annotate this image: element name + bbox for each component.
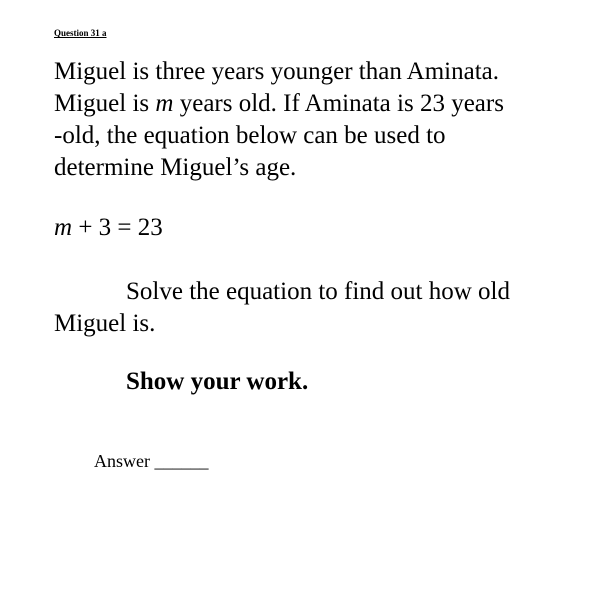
answer-line bbox=[94, 450, 209, 472]
instruction-line-1: Solve the equation to find out how old bbox=[126, 278, 510, 305]
problem-line-2 bbox=[54, 88, 554, 120]
problem-line-2-start: Miguel is bbox=[54, 90, 156, 117]
problem-line-4: determine Miguel’s age. bbox=[54, 154, 297, 181]
show-work-label: Show your work. bbox=[126, 368, 309, 395]
equation-variable: m bbox=[54, 214, 73, 241]
problem-line-2-end: years old. If Aminata is 23 years bbox=[173, 90, 504, 117]
variable-m: m bbox=[155, 90, 174, 117]
instruction-line-2: Miguel is. bbox=[54, 310, 156, 337]
equation bbox=[54, 212, 163, 244]
answer-label: Answer bbox=[94, 451, 150, 471]
problem-line-1: Miguel is three years younger than Aminata. bbox=[54, 58, 500, 85]
equation-rest: + 3 = 23 bbox=[72, 214, 163, 241]
problem-statement bbox=[54, 56, 554, 184]
problem-line-3: -old, the equation below can be used to bbox=[54, 122, 446, 149]
answer-blank[interactable]: ______ bbox=[154, 451, 209, 471]
question-heading: Question 31 a bbox=[54, 28, 107, 38]
instruction bbox=[54, 276, 510, 340]
